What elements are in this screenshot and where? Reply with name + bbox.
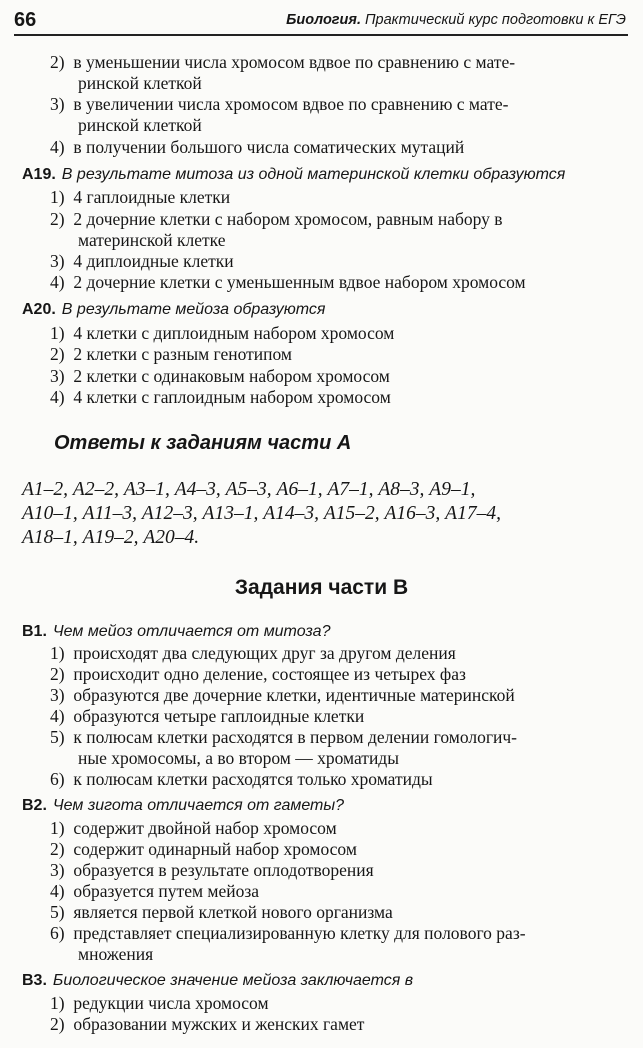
option-line-cont: ринской клеткой — [78, 115, 202, 135]
question-label: В3. — [22, 972, 47, 989]
option-line — [50, 881, 259, 902]
option-text: образуется путем мейоза — [73, 881, 260, 901]
option-number: 6) — [50, 923, 65, 943]
question-a19 — [22, 163, 565, 185]
question-b2 — [22, 794, 344, 816]
option-text: в получении большого числа соматических мутаций — [73, 137, 465, 157]
option-text: образуются две дочерние клетки, идентичные материнской — [73, 685, 515, 705]
question-label: В2. — [22, 797, 47, 814]
option-number: 3) — [50, 94, 65, 114]
option-text: 2 клетки с одинаковым набором хромосом — [73, 366, 390, 386]
option-line — [50, 209, 503, 230]
option-text: образовании мужских и женских гамет — [73, 1014, 365, 1034]
part-b-heading: Задания части В — [234, 576, 409, 599]
running-title — [286, 10, 626, 30]
option-text: образуются четыре гаплоидные клетки — [73, 706, 365, 726]
option-text: представляет специализированную клетку для полового раз- — [73, 923, 526, 943]
option-number: 1) — [50, 323, 65, 343]
question-text: В результате мейоза образуются — [61, 301, 326, 318]
option-line — [50, 727, 517, 748]
answers-line: А10–1, А11–3, А12–3, А13–1, А14–3, А15–2, А16–3, А17–4, — [22, 503, 501, 524]
option-text: 4 диплоидные клетки — [73, 251, 234, 271]
option-line-cont: ные хромосомы, а во втором — хроматиды — [78, 748, 399, 768]
option-line-cont: множения — [78, 944, 154, 964]
option-number: 2) — [50, 664, 65, 684]
option-line — [50, 993, 269, 1014]
option-number: 3) — [50, 251, 65, 271]
option-number: 2) — [50, 209, 65, 229]
question-label: В1. — [22, 623, 47, 640]
option-line — [50, 664, 466, 685]
question-text: Чем зигота отличается от гаметы? — [52, 797, 345, 814]
option-number: 3) — [50, 366, 65, 386]
option-number: 3) — [50, 685, 65, 705]
question-text: В результате митоза из одной материнской клетки образуются — [61, 166, 566, 183]
option-line — [50, 685, 515, 706]
option-line — [50, 1014, 364, 1035]
option-number: 4) — [50, 706, 65, 726]
option-text: 2 клетки с разным генотипом — [73, 344, 293, 364]
question-b3 — [22, 969, 413, 991]
page-number: 66 — [14, 9, 37, 31]
option-text: 4 гаплоидные клетки — [73, 187, 231, 207]
option-number: 5) — [50, 727, 65, 747]
option-line — [50, 366, 390, 387]
option-number: 2) — [50, 344, 65, 364]
option-line — [50, 769, 433, 790]
option-number: 1) — [50, 993, 65, 1013]
option-line-cont: материнской клетке — [78, 230, 226, 250]
answers-heading: Ответы к заданиям части А — [54, 432, 352, 454]
option-number: 4) — [50, 387, 65, 407]
option-text: 2 дочерние клетки с уменьшенным вдвое набором хромосом — [73, 272, 526, 292]
option-number: 4) — [50, 137, 65, 157]
option-line — [50, 860, 374, 881]
option-line-cont: ринской клеткой — [78, 73, 202, 93]
option-number: 2) — [50, 839, 65, 859]
option-line — [50, 137, 464, 158]
option-text: происходят два следующих друг за другом деления — [73, 643, 456, 663]
option-line — [50, 251, 234, 272]
option-text: к полюсам клетки расходятся в первом делении гомологич- — [73, 727, 518, 747]
question-label: А19. — [22, 166, 56, 183]
option-text: происходит одно деление, состоящее из четырех фаз — [73, 664, 466, 684]
option-line — [50, 923, 526, 944]
answers-line: А1–2, А2–2, А3–1, А4–3, А5–3, А6–1, А7–1, А8–3, А9–1, — [22, 479, 476, 500]
option-line — [50, 272, 526, 293]
option-number: 1) — [50, 643, 65, 663]
option-number: 2) — [50, 52, 65, 72]
option-number: 2) — [50, 1014, 65, 1034]
running-title-rest: Практический курс подготовки к ЕГЭ — [360, 12, 626, 28]
option-number: 1) — [50, 818, 65, 838]
option-line — [50, 902, 393, 923]
option-text: к полюсам клетки расходятся только хроматиды — [73, 769, 433, 789]
option-line — [50, 344, 292, 365]
option-line — [50, 706, 364, 727]
question-a20 — [22, 298, 325, 320]
option-line — [50, 323, 394, 344]
option-text: является первой клеткой нового организма — [73, 902, 393, 922]
option-number: 4) — [50, 881, 65, 901]
option-text: редукции числа хромосом — [73, 993, 269, 1013]
option-text: в увеличении числа хромосом вдвое по сравнению с мате- — [73, 94, 509, 114]
option-text: 4 клетки с диплоидным набором хромосом — [73, 323, 395, 343]
option-number: 1) — [50, 187, 65, 207]
option-line — [50, 387, 391, 408]
option-text: в уменьшении числа хромосом вдвое по сравнению с мате- — [73, 52, 516, 72]
option-number: 5) — [50, 902, 65, 922]
option-text: содержит одинарный набор хромосом — [73, 839, 357, 859]
option-line — [50, 94, 508, 115]
option-text: 4 клетки с гаплоидным набором хромосом — [73, 387, 391, 407]
question-text: Чем мейоз отличается от митоза? — [52, 623, 331, 640]
option-text: 2 дочерние клетки с набором хромосом, равным набору в — [73, 209, 503, 229]
option-number: 3) — [50, 860, 65, 880]
option-line — [50, 643, 456, 664]
option-line — [50, 52, 515, 73]
question-b1 — [22, 620, 330, 642]
running-title-bold: Биология. — [286, 12, 361, 28]
option-line — [50, 818, 337, 839]
question-label: А20. — [22, 301, 56, 318]
option-line — [50, 839, 357, 860]
page-header — [14, 8, 628, 36]
question-text: Биологическое значение мейоза заключается в — [52, 972, 414, 989]
option-number: 6) — [50, 769, 65, 789]
option-text: образуется в результате оплодотворения — [73, 860, 374, 880]
option-line — [50, 187, 230, 208]
option-text: содержит двойной набор хромосом — [73, 818, 337, 838]
option-number: 4) — [50, 272, 65, 292]
answers-line: А18–1, А19–2, А20–4. — [22, 527, 200, 548]
